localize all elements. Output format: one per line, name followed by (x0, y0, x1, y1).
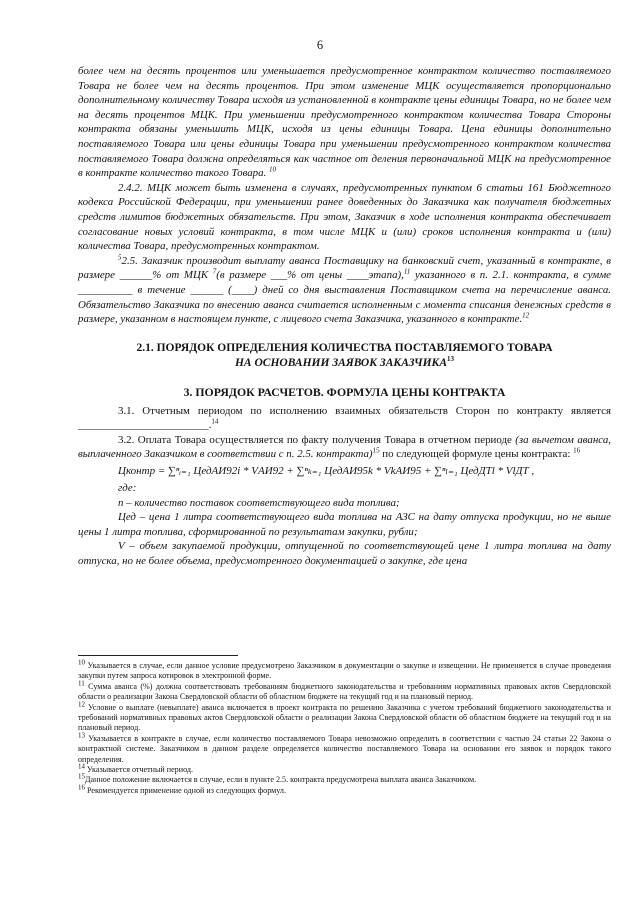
footnote-text: Указывается в контракте в случае, если количество поставляемого Товара невозможно определить в соответствии с частью 24 статьи 22 Закона о контрактной системе. Заказчиком в данном разделе определяется количество поставляемого Товара на основании его заявок и порядок такого определения. (78, 733, 611, 764)
footnote-number: 10 (78, 658, 85, 667)
footnote (78, 658, 611, 682)
paragraph-3-1 (78, 404, 611, 433)
footnote-number: 13 (78, 731, 85, 740)
paragraph-text: более чем на десять процентов или уменьшается предусмотренное контрактом количество поставляемого Товара не более чем на десять процентов. При этом изменение МЦК осуществляется пропорционально дополнительному количеству Товара исходя из установленной в контракте цены единицы Товара, но не более чем на десять процентов МЦК. При уменьшении предусмотренного контрактом количества Товара Стороны контракта обязаны уменьшить МЦК, исходя из цены единицы Товара. Цена единицы дополнительно поставляемого Товара или цены единицы Товара при уменьшении предусмотренного контрактом количества поставляемого Товара должна определяться как частное от деления первоначальной МЦК на предусмотренное в контракте количество такого Товара. (78, 65, 611, 180)
formula-where: где: (118, 482, 137, 495)
footnote-ref: 13 (447, 354, 455, 363)
paragraph-2-4-2: 2.4.2. МЦК может быть изменена в случаях, предусмотренных пунктом 6 статьи 161 Бюджетного кодекса Российской Федерации, при уменьшении ранее доведенных до Заказчика как получателя бюджетных средств лимитов бюджетных обязательств. При этом, Заказчик в ходе исполнения контракта обеспечивает согласование новых условий контракта, в том числе МЦК и (или) сроков исполнения контракта и (или) количества Товара, предусмотренных контрактом. (78, 181, 611, 253)
footnote-text: Указывается отчетный период. (87, 765, 194, 775)
footnote (78, 772, 611, 785)
definition-volume: V – объем закупаемой продукции, отпущенной по соответствующей цене 1 литра топлива на дату отпуска, но не более объема, предусмотренного документацией о закупке, где цена (78, 540, 611, 568)
page-body (78, 64, 611, 569)
footnote (78, 679, 612, 703)
footnote-text: Данное положение включается в случае, если в пункте 2.5. контракта предусмотрена выплата аванса Заказчиком. (85, 775, 477, 785)
footnote-ref: 12 (522, 311, 530, 320)
footnote-ref: 10 (269, 165, 277, 174)
footnote-ref: 14 (211, 417, 219, 426)
definition-unit-price: Цед – цена 1 литра соответствующего вида топлива на АЗС на дату отпуска продукции, но не выше цены 1 литра топлива, сформированной по результатам закупки, рубли; (78, 511, 611, 538)
paragraph-3-2 (78, 433, 611, 462)
footnotes (78, 658, 612, 796)
paragraph-2-5 (78, 254, 611, 327)
page-number: 6 (316, 38, 324, 52)
footnote-separator (78, 655, 238, 656)
paragraph-text: 2.5. Заказчик производит выплату аванса Поставщику на банковский счет, указанный в контракте, в размере ______% от МЦК (78, 254, 611, 282)
footnote-ref: 16 (573, 446, 581, 455)
section-heading-3: 3. ПОРЯДОК РАСЧЕТОВ. ФОРМУЛА ЦЕНЫ КОНТРАКТА (183, 384, 506, 399)
paragraph-text: по следующей формуле цены контракта: (379, 448, 574, 461)
paragraph-italic: (за вычетом аванса, выплаченного Заказчиком в соответствии с п. 2.5. контракта) (78, 433, 611, 461)
paragraph-text: 3.2. Оплата Товара осуществляется по факту получения Товара в отчетном периоде (118, 433, 516, 446)
footnote-number: 15 (78, 772, 85, 781)
footnote-ref: 15 (372, 446, 380, 455)
price-formula: Цконтр = ∑ⁿᵢ₌₁ ЦедАИ92i * VАИ92 + ∑ⁿₖ₌₁ ЦедАИ95k * VkАИ95 + ∑ⁿₗ₌₁ ЦедДТl * VlДТ , (118, 465, 535, 478)
footnote-text: Сумма аванса (%) должна соответствовать требованиям бюджетного законодательства и требованиям нормативных правовых актов Свердловской области о реализации Закона Свердловской области об областном бюджете на текущий год и на плановый период. (78, 681, 612, 702)
footnote (78, 762, 611, 775)
footnote (78, 699, 611, 734)
paragraph-text: (в размере ___% от цены ____этапа), (216, 269, 404, 282)
heading-text: НА ОСНОВАНИИ ЗАЯВОК ЗАКАЗЧИКА (234, 356, 448, 369)
paragraph-text: 3.1. Отчетным периодом по исполнению взаимных обязательств Сторон по контракту является ________________________. (78, 404, 611, 432)
paragraph-text: указанного в п. 2.1. контракта, в сумме __________ в течение ______ (____) дней со дня выставления Поставщиком счета на перечисление аванса. Обязательство Заказчика по внесению аванса считается исполненным с момента списания денежных средств в размере, указанном в настоящем пункте, с лицевого счета Заказчика, указанного в контракте. (78, 269, 611, 326)
footnote-ref: 7 (212, 267, 217, 276)
footnote-ref: 11 (403, 267, 411, 276)
heading-line (78, 356, 611, 371)
footnote-text: Условие о выплате (невыплате) аванса включается в проект контракта по решению Заказчика с учетом требований бюджетного законодательства и требований нормативных правовых актов Свердловской области о реализации Закона Свердловской области об областном бюджете на текущий год и на плановый период. (78, 702, 611, 733)
footnote (78, 783, 611, 796)
footnote-number: 11 (78, 679, 85, 688)
footnote-number: 16 (78, 783, 85, 792)
footnote-ref: 5 (118, 253, 122, 262)
heading-line: 2.1. ПОРЯДОК ОПРЕДЕЛЕНИЯ КОЛИЧЕСТВА ПОСТАВЛЯЕМОГО ТОВАРА (136, 341, 553, 354)
definition-n: n – количество поставок соответствующего вида топлива; (118, 496, 400, 509)
footnote-text: Указывается в случае, если данное условие предусмотрено Заказчиком в документации о закупке и извещении. Не применяется в случае проведения закупки путем запроса котировок в электронной форме. (78, 661, 611, 681)
paragraph-count-change (78, 64, 611, 181)
footnote-text: Рекомендуется применение одной из следующих формул. (87, 785, 286, 795)
section-heading-2-1 (78, 341, 611, 371)
footnote (78, 731, 611, 765)
footnote-number: 14 (78, 762, 85, 771)
footnote-number: 12 (78, 699, 85, 708)
